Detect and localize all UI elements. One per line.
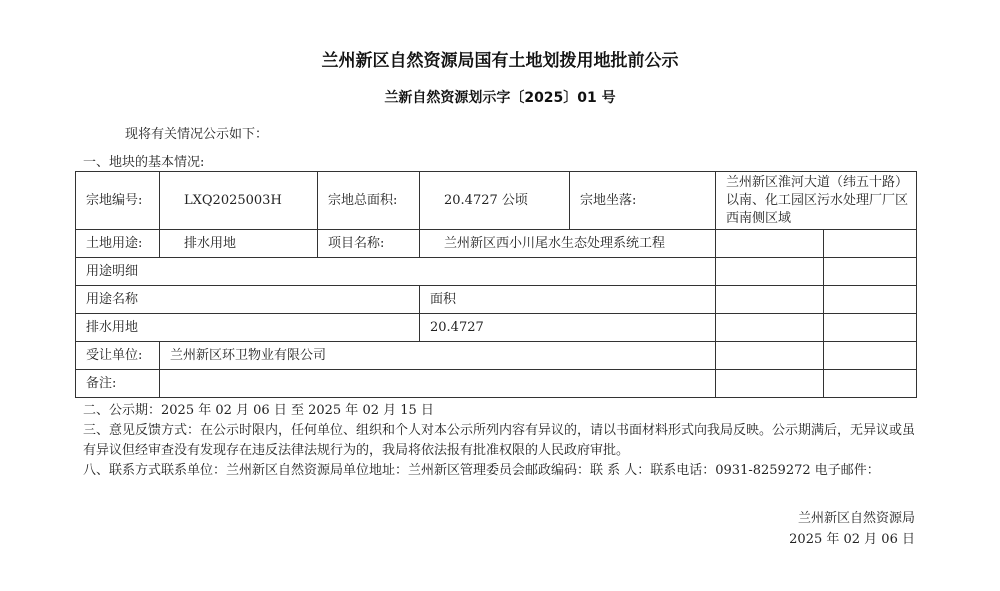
issuing-org: 兰州新区自然资源局 [797,511,915,526]
announcement-period: 二、公示期：2025 年 02 月 06 日 至 2025 年 02 月 15 日 [83,403,434,418]
empty-cell [824,286,917,314]
document-number: 兰新自然资源划示字〔2025〕01 号 [384,90,616,106]
use-area-label: 面积 [420,286,716,314]
parcel-no-value: LXQ2025003H [160,172,318,230]
empty-cell [716,286,824,314]
table-row [76,230,917,258]
remarks-value [160,370,716,398]
table-row [76,258,917,286]
intro-text: 现将有关情况公示如下： [125,127,269,142]
issue-date: 2025 年 02 月 06 日 [789,532,915,547]
project-label: 项目名称: [318,230,420,258]
table-row [76,342,917,370]
empty-cell [716,258,824,286]
empty-cell [824,230,917,258]
use-detail-label: 用途明细 [76,258,716,286]
use-name-label: 用途名称 [76,286,420,314]
table-row [76,370,917,398]
section-heading-basic-info: 一、地块的基本情况: [83,155,205,170]
empty-cell [824,314,917,342]
remarks-label: 备注: [76,370,160,398]
recipient-label: 受让单位: [76,342,160,370]
empty-cell [824,342,917,370]
empty-cell [716,230,824,258]
area-label: 宗地总面积: [318,172,420,230]
land-use-label: 土地用途: [76,230,160,258]
page-title: 兰州新区自然资源局国有土地划拨用地批前公示 [321,51,679,71]
recipient-value: 兰州新区环卫物业有限公司 [160,342,716,370]
parcel-no-label: 宗地编号: [76,172,160,230]
feedback-method: 三、意见反馈方式：在公示时限内，任何单位、组织和个人对本公示所列内容有异议的，请以书面材料形式向我局反映。公示期满后，无异议或虽有异议但经审查没有发现存在违反法律法规行为的，我局将依法报有批准权限的人民政府审批。 [83,423,916,458]
parcel-info-table [75,171,917,398]
empty-cell [716,370,824,398]
table-row [76,286,917,314]
empty-cell [824,258,917,286]
empty-cell [716,342,824,370]
location-value: 兰州新区淮河大道（纬五十路）以南、化工园区污水处理厂厂区西南侧区域 [716,172,917,230]
project-value: 兰州新区西小川尾水生态处理系统工程 [420,230,716,258]
location-label: 宗地坐落: [570,172,716,230]
use-name-value: 排水用地 [76,314,420,342]
use-area-value: 20.4727 [420,314,716,342]
contact-info: 八、联系方式联系单位：兰州新区自然资源局单位地址：兰州新区管理委员会邮政编码：联 系 人：联系电话：0931-8259272 电子邮件： [83,463,880,478]
empty-cell [824,370,917,398]
table-row [76,172,917,230]
table-row [76,314,917,342]
land-use-value: 排水用地 [160,230,318,258]
area-value: 20.4727 公顷 [420,172,570,230]
signature-block [789,508,915,550]
notes-section [83,401,915,481]
empty-cell [716,314,824,342]
